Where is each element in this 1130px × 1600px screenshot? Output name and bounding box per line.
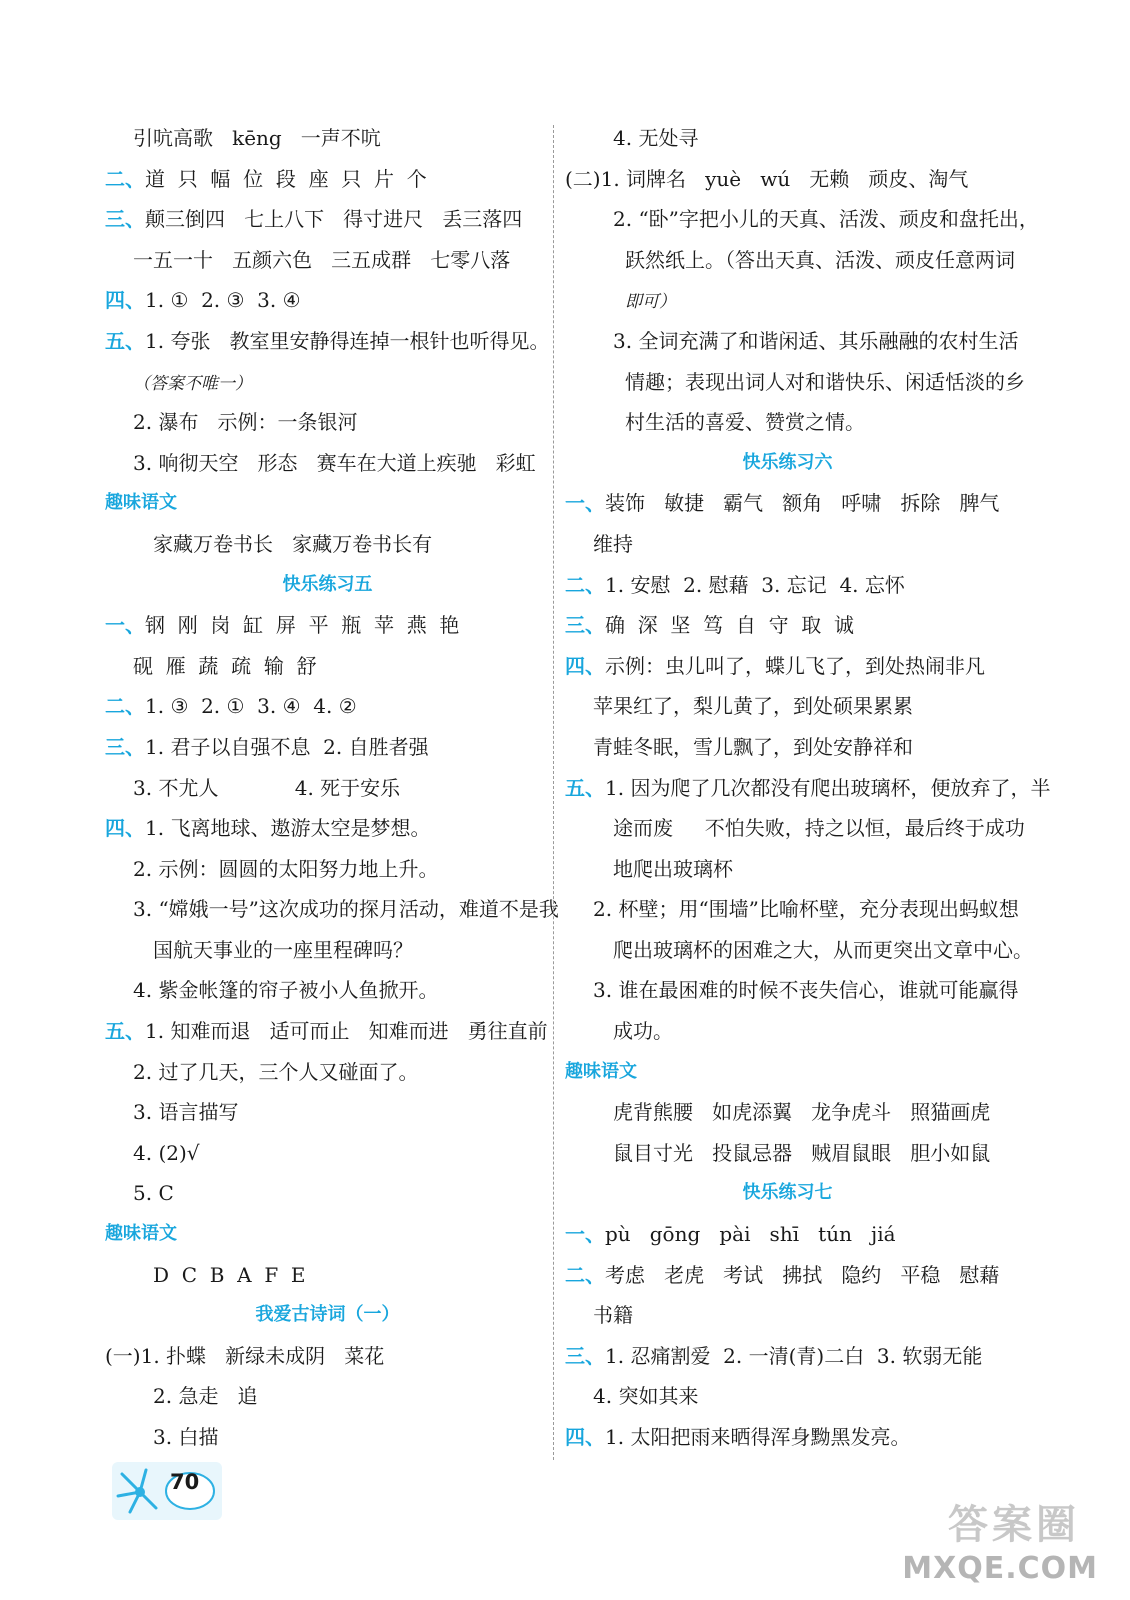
answer-text: 1. 知难而退 适可而止 知难而进 勇往直前 bbox=[145, 1019, 548, 1044]
answer-line bbox=[105, 1052, 550, 1093]
answer-line bbox=[105, 1336, 550, 1377]
answer-line bbox=[565, 1092, 1010, 1133]
answer-line bbox=[105, 808, 550, 849]
answer-line bbox=[565, 1011, 1010, 1052]
question-number: 五、 bbox=[565, 775, 605, 800]
answer-text: 1. 安慰 2. 慰藉 3. 忘记 4. 忘怀 bbox=[605, 572, 905, 597]
answer-line bbox=[105, 605, 550, 646]
answer-text: 1. 太阳把雨来晒得浑身黝黑发亮。 bbox=[605, 1425, 911, 1449]
answer-text: 书籍 bbox=[593, 1303, 633, 1328]
answer-text: 1. ① 2. ③ 3. ④ bbox=[145, 288, 301, 313]
answer-text: 趣味语文 bbox=[105, 492, 177, 514]
question-number: 四、 bbox=[105, 288, 145, 313]
question-number: 一、 bbox=[565, 1222, 605, 1247]
answer-text: 3. “嫦娥一号”这次成功的探月活动，难道不是我 bbox=[133, 897, 559, 922]
answer-line bbox=[105, 362, 550, 403]
answer-line bbox=[565, 1255, 1010, 1296]
answer-text: 即可） bbox=[625, 292, 676, 313]
answer-line bbox=[565, 159, 1010, 200]
question-number: 一、 bbox=[565, 491, 605, 516]
answer-line bbox=[565, 727, 1010, 768]
answer-line bbox=[565, 1133, 1010, 1174]
answer-text: 3. 谁在最困难的时候不丧失信心，谁就可能赢得 bbox=[593, 978, 1019, 1003]
answer-text: 5. C bbox=[133, 1181, 174, 1206]
answer-text: 维持 bbox=[593, 531, 633, 556]
question-number: 二、 bbox=[105, 694, 145, 719]
answer-text: 3. 响彻天空 形态 赛车在大道上疾驰 彩虹 bbox=[133, 450, 536, 475]
exercise-heading bbox=[105, 1295, 550, 1336]
answer-line bbox=[565, 849, 1010, 890]
answer-text: 2. 急走 追 bbox=[153, 1384, 258, 1409]
answer-text: 一五一十 五颜六色 三五成群 七零八落 bbox=[133, 247, 511, 272]
answer-text: 装饰 敏捷 霸气 额角 呼啸 拆除 脾气 bbox=[605, 491, 1000, 516]
answer-text: 1. 君子以自强不息 2. 自胜者强 bbox=[145, 734, 429, 759]
question-number: 一、 bbox=[105, 613, 145, 638]
answer-text: pù gōng pài shī tún jiá bbox=[605, 1222, 896, 1247]
section-title bbox=[105, 483, 550, 524]
answer-line bbox=[105, 524, 550, 565]
section-title bbox=[565, 1052, 1010, 1093]
answer-line bbox=[105, 930, 550, 971]
answer-line bbox=[565, 605, 1010, 646]
answer-line bbox=[565, 889, 1019, 930]
answer-text: 地爬出玻璃杯 bbox=[613, 856, 733, 881]
answer-text: 钢 刚 岗 缸 屏 平 瓶 苹 燕 艳 bbox=[145, 613, 460, 638]
answer-text: (二)1. 词牌名 yuè wú 无赖 顽皮、淘气 bbox=[565, 166, 969, 191]
answer-line bbox=[105, 1255, 550, 1296]
answer-text: 1. 飞离地球、遨游太空是梦想。 bbox=[145, 816, 431, 841]
answer-line bbox=[105, 686, 550, 727]
answer-line bbox=[565, 565, 1010, 606]
answer-line bbox=[565, 362, 1025, 403]
answer-text: (一)1. 扑蝶 新绿未成阴 菜花 bbox=[105, 1343, 385, 1368]
right-column bbox=[565, 118, 1051, 1458]
answer-text: D C B A F E bbox=[153, 1262, 306, 1287]
answer-text: 4. 突如其来 bbox=[593, 1384, 699, 1409]
answer-line bbox=[565, 280, 1010, 321]
question-number: 三、 bbox=[105, 734, 145, 759]
answer-line bbox=[565, 321, 1019, 362]
answer-line bbox=[565, 118, 1010, 159]
answer-text: 虎背熊腰 如虎添翼 龙争虎斗 照猫画虎 bbox=[613, 1100, 991, 1125]
answer-text: 4. 紫金帐篷的帘子被小人鱼掀开。 bbox=[133, 978, 439, 1003]
answer-text: 示例：虫儿叫了，蝶儿飞了，到处热闹非凡 bbox=[605, 653, 985, 678]
answer-text: 我爱古诗词（一） bbox=[255, 1304, 400, 1326]
answer-line bbox=[105, 1092, 550, 1133]
answer-text: 1. 忍痛割爱 2. 一清(青)二白 3. 软弱无能 bbox=[605, 1343, 983, 1368]
answer-line bbox=[105, 1173, 550, 1214]
answer-text: 引吭高歌 kēng 一声不吭 bbox=[133, 126, 381, 150]
answer-line bbox=[565, 646, 1010, 687]
answer-text: 趣味语文 bbox=[105, 1223, 177, 1245]
answer-text: 3. 语言描写 bbox=[133, 1100, 239, 1125]
answer-text: 快乐练习六 bbox=[742, 451, 833, 473]
answer-text: 途而废 不怕失败，持之以恒，最后终于成功 bbox=[613, 816, 1025, 841]
answer-line bbox=[105, 970, 550, 1011]
answer-line bbox=[105, 1376, 550, 1417]
answer-text: 2. 瀑布 示例：一条银河 bbox=[133, 410, 358, 435]
answer-line bbox=[565, 483, 1010, 524]
answer-text: 1. ③ 2. ① 3. ④ 4. ② bbox=[145, 694, 357, 719]
answer-line bbox=[565, 199, 1039, 240]
answer-text: 1. 因为爬了几次都没有爬出玻璃杯，便放弃了，半 bbox=[605, 775, 1051, 800]
answer-text: 情趣；表现出词人对和谐快乐、闲适恬淡的乡 bbox=[625, 369, 1025, 394]
answer-text: 道 只 幅 位 段 座 只 片 个 bbox=[145, 166, 427, 191]
answer-text: 颠三倒四 七上八下 得寸进尺 丢三落四 bbox=[145, 207, 523, 232]
answer-line bbox=[565, 240, 1015, 281]
answer-line bbox=[565, 970, 1019, 1011]
watermark-logo: 答案圈 bbox=[948, 1502, 1080, 1548]
answer-line bbox=[565, 1214, 1010, 1255]
answer-line bbox=[565, 524, 1010, 565]
question-number: 二、 bbox=[565, 572, 605, 597]
answer-line bbox=[565, 686, 1010, 727]
answer-line bbox=[565, 768, 1051, 809]
answer-text: 4. 无处寻 bbox=[613, 126, 699, 150]
question-number: 二、 bbox=[565, 1262, 605, 1287]
question-number: 三、 bbox=[565, 613, 605, 638]
question-number: 四、 bbox=[565, 1425, 605, 1449]
answer-text: 2. 过了几天，三个人又碰面了。 bbox=[133, 1059, 419, 1084]
answer-line bbox=[105, 889, 559, 930]
question-number: 四、 bbox=[565, 653, 605, 678]
answer-line bbox=[105, 159, 550, 200]
answer-text: 考虑 老虎 考试 拂拭 隐约 平稳 慰藉 bbox=[605, 1262, 1000, 1287]
answer-text: 趣味语文 bbox=[565, 1060, 637, 1082]
section-title bbox=[105, 1214, 550, 1255]
answer-line bbox=[105, 727, 550, 768]
answer-line bbox=[105, 849, 550, 890]
answer-text: 爬出玻璃杯的困难之大，从而更突出文章中心。 bbox=[613, 937, 1033, 962]
answer-line bbox=[105, 646, 550, 687]
question-number: 五、 bbox=[105, 328, 145, 353]
answer-text: 跃然纸上。（答出天真、活泼、顽皮任意两词 bbox=[625, 247, 1015, 272]
answer-line bbox=[105, 118, 550, 159]
answer-text: 家藏万卷书长 家藏万卷书长有 bbox=[153, 531, 433, 556]
exercise-heading bbox=[565, 1173, 1010, 1214]
answer-text: 2. “卧”字把小儿的天真、活泼、顽皮和盘托出， bbox=[613, 207, 1039, 232]
answer-line bbox=[105, 199, 550, 240]
answer-line bbox=[565, 930, 1033, 971]
answer-text: 2. 杯壁；用“围墙”比喻杯壁，充分表现出蚂蚁想 bbox=[593, 897, 1019, 922]
column-divider bbox=[553, 125, 554, 1460]
left-column bbox=[105, 118, 559, 1458]
answer-text: （答案不唯一） bbox=[133, 373, 252, 394]
answer-line bbox=[105, 280, 550, 321]
question-number: 五、 bbox=[105, 1019, 145, 1044]
answer-line bbox=[105, 443, 550, 484]
answer-text: 1. 夸张 教室里安静得连掉一根针也听得见。 bbox=[145, 328, 550, 353]
answer-line bbox=[105, 768, 550, 809]
answer-line bbox=[105, 321, 550, 362]
answer-text: 快乐练习七 bbox=[742, 1182, 833, 1204]
exercise-heading bbox=[565, 443, 1010, 484]
answer-line bbox=[105, 402, 550, 443]
answer-text: 砚 雁 蔬 疏 输 舒 bbox=[133, 653, 317, 678]
question-number: 三、 bbox=[565, 1343, 605, 1368]
answer-text: 国航天事业的一座里程碑吗？ bbox=[153, 937, 413, 962]
exercise-heading bbox=[105, 565, 550, 606]
question-number: 三、 bbox=[105, 207, 145, 232]
answer-text: 成功。 bbox=[613, 1019, 673, 1044]
answer-text: 确 深 坚 笃 自 守 取 诚 bbox=[605, 613, 855, 638]
answer-line bbox=[565, 402, 1010, 443]
answer-line bbox=[105, 1417, 550, 1458]
answer-text: 2. 示例：圆圆的太阳努力地上升。 bbox=[133, 856, 439, 881]
answer-text: 苹果红了，梨儿黄了，到处硕果累累 bbox=[593, 694, 913, 719]
answer-line bbox=[105, 240, 550, 281]
answer-line bbox=[105, 1133, 550, 1174]
answer-text: 3. 白描 bbox=[153, 1425, 219, 1449]
answer-text: 鼠目寸光 投鼠忌器 贼眉鼠眼 胆小如鼠 bbox=[613, 1140, 991, 1165]
question-number: 四、 bbox=[105, 816, 145, 841]
answer-line bbox=[105, 1011, 550, 1052]
question-number: 二、 bbox=[105, 166, 145, 191]
answer-line bbox=[565, 1336, 1010, 1377]
answer-text: 村生活的喜爱、赞赏之情。 bbox=[625, 410, 865, 435]
answer-text: 4. (2)√ bbox=[133, 1140, 200, 1165]
answer-line bbox=[565, 1376, 1010, 1417]
answer-text: 青蛙冬眠，雪儿飘了，到处安静祥和 bbox=[593, 734, 913, 759]
splash-decoration-icon bbox=[112, 1462, 222, 1520]
answer-line bbox=[565, 1295, 1010, 1336]
answer-text: 3. 全词充满了和谐闲适、其乐融融的农村生活 bbox=[613, 328, 1019, 353]
answer-text: 快乐练习五 bbox=[282, 573, 373, 595]
answer-text: 3. 不尤人 4. 死于安乐 bbox=[133, 775, 401, 800]
page-number: 70 bbox=[170, 1470, 200, 1494]
answer-line bbox=[565, 808, 1025, 849]
answer-line bbox=[565, 1417, 1010, 1458]
watermark-url: MXQE.COM bbox=[902, 1551, 1098, 1586]
